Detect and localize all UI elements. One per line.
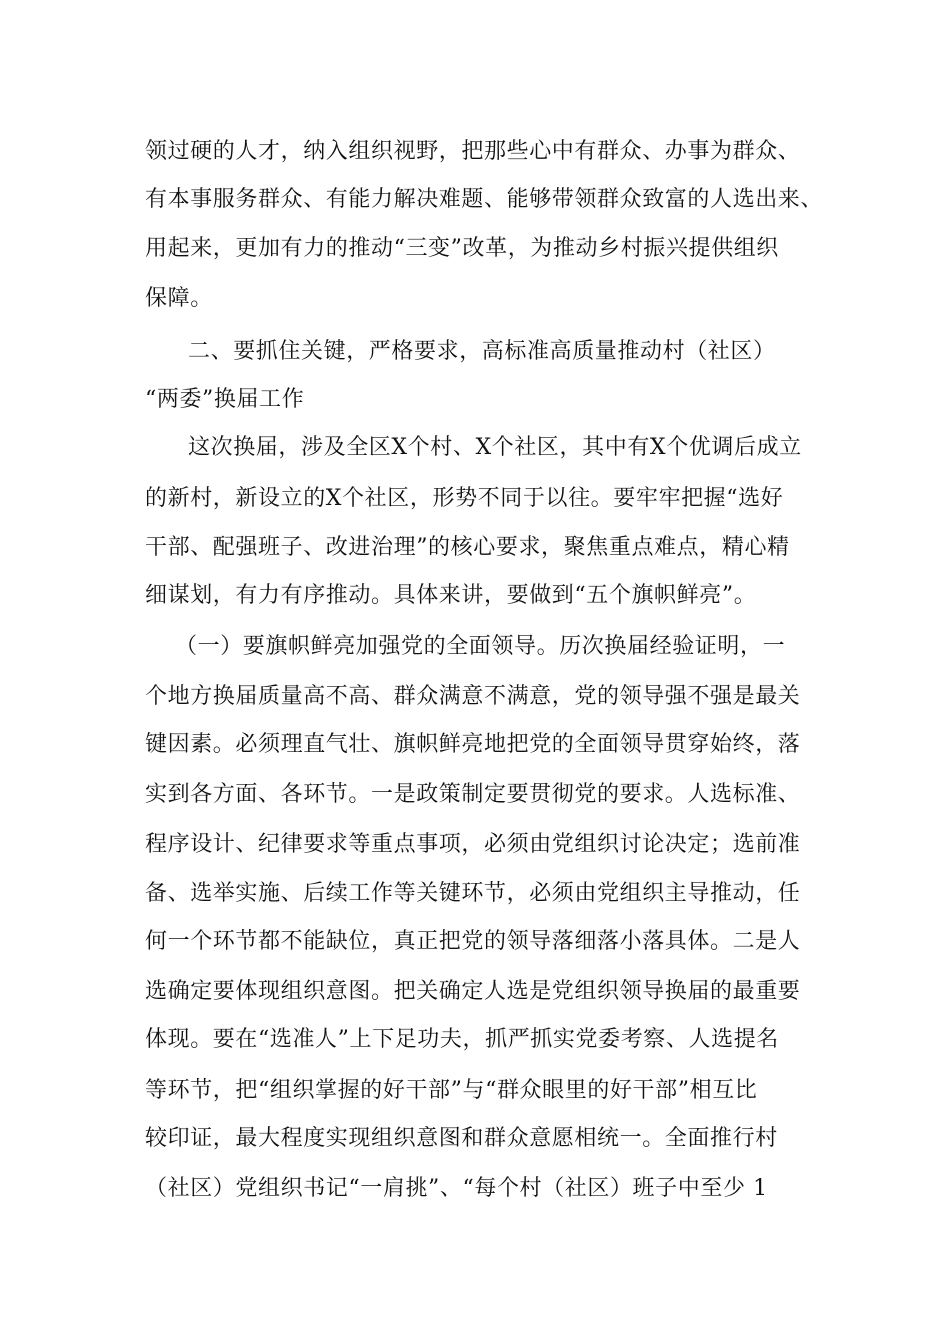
text-line: 程序设计、纪律要求等重点事项，必须由党组织讨论决定；选前准 [145,832,801,857]
text-line: 较印证，最大程度实现组织意图和群众意愿相统一。全面推行村 [145,1126,778,1151]
subsection-heading: （一）要旗帜鲜亮加强党的全面领导。历次换届经验证明，一 [175,634,786,659]
text-line: 细谋划，有力有序推动。具体来讲，要做到“五个旗帜鲜亮”。 [145,583,757,608]
text-line: 干部、配强班子、改进治理”的核心要求，聚焦重点难点，精心精 [145,535,790,560]
text-line: 的新村，新设立的X个社区，形势不同于以往。要牢牢把握“选好 [145,486,784,511]
text-line: 个地方换届质量高不高、群众满意不满意，党的领导强不强是最关 [145,684,801,709]
text-line: 键因素。必须理直气壮、旗帜鲜亮地把党的全面领导贯穿始终，落 [145,732,801,757]
text-line: （社区）党组织书记“一肩挑”、“每个村（社区）班子中至少 1 [145,1176,768,1201]
text-line: 体现。要在“选准人”上下足功夫，抓严抓实党委考察、人选提名 [145,1027,779,1052]
text-line: 有本事服务群众、有能力解决难题、能够带领群众致富的人选出来、 [145,187,824,212]
text-line: 选确定要体现组织意图。把关确定人选是党组织领导换届的最重要 [145,979,801,1004]
text-line: 保障。 [145,286,213,311]
section-heading-cont: “两委”换届工作 [145,387,305,412]
section-heading: 二、要抓住关键，严格要求，高标准高质量推动村（社区） [188,339,776,364]
text-line: 这次换届，涉及全区X个村、X个社区，其中有X个优调后成立 [188,435,802,460]
text-line: 何一个环节都不能缺位，真正把党的领导落细落小落具体。二是人 [145,929,801,954]
text-line: 等环节，把“组织掌握的好干部”与“群众眼里的好干部”相互比 [145,1078,758,1103]
text-line: 备、选举实施、后续工作等关键环节，必须由党组织主导推动，任 [145,881,801,906]
text-line: 用起来，更加有力的推动“三变”改革，为推动乡村振兴提供组织 [145,236,779,261]
text-line: 领过硬的人才，纳入组织视野，把那些心中有群众、办事为群众、 [145,139,801,164]
text-line: 实到各方面、各环节。一是政策制定要贯彻党的要求。人选标准、 [145,782,801,807]
